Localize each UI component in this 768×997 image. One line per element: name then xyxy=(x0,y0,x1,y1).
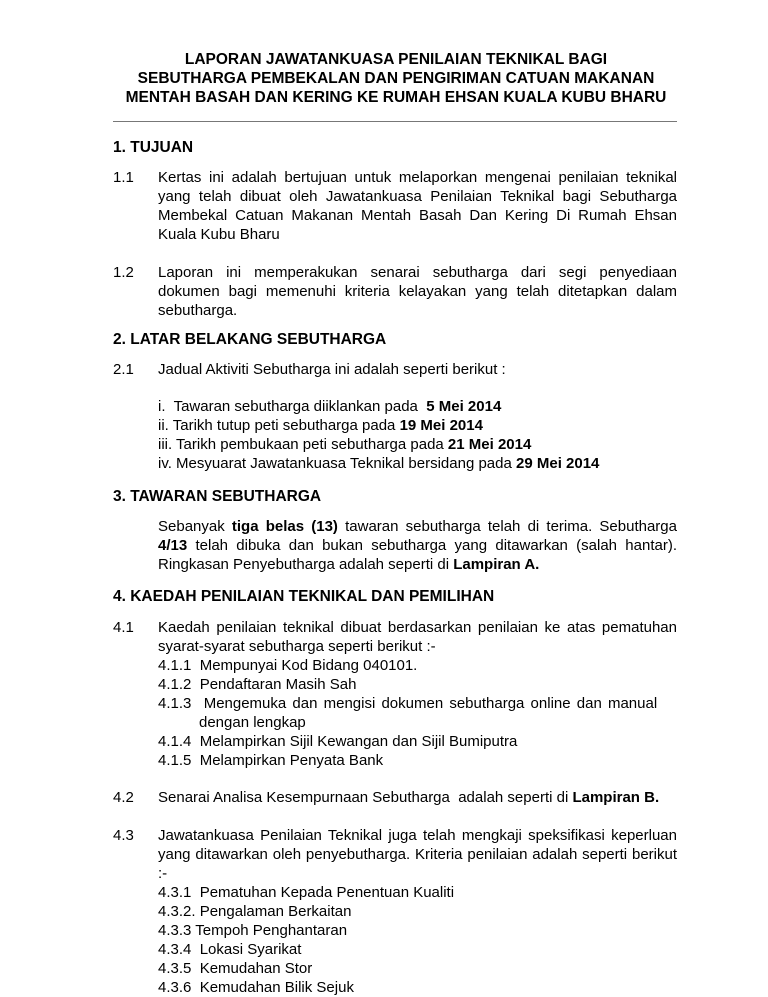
schedule-item: iii. Tarikh pembukaan peti sebutharga pada 21 Mei 2014 xyxy=(158,436,532,453)
list-item: 4.3.1 Pematuhan Kepada Penentuan Kualiti xyxy=(158,884,455,901)
paragraph-4-1 xyxy=(113,618,677,656)
para-number: 2.1 xyxy=(113,361,134,378)
list-item: 4.3.3 Tempoh Penghantaran xyxy=(158,922,348,939)
schedule-item: i. Tawaran sebutharga diiklankan pada 5 Mei 2014 xyxy=(158,398,502,415)
report-title xyxy=(115,50,677,107)
list-item: 4.1.2 Pendaftaran Masih Sah xyxy=(158,676,357,693)
list-item: 4.3.5 Kemudahan Stor xyxy=(158,960,313,977)
section-4-heading: 4. KAEDAH PENILAIAN TEKNIKAL DAN PEMILIHAN xyxy=(113,588,495,605)
para-text: Kaedah penilaian teknikal dibuat berdasarkan penilaian ke atas pematuhan syarat-syarat sebutharga seperti berikut :- xyxy=(158,619,677,655)
paragraph-4-3 xyxy=(113,826,677,883)
para-number: 4.1 xyxy=(113,619,134,636)
schedule-item: ii. Tarikh tutup peti sebutharga pada 19 Mei 2014 xyxy=(158,417,483,434)
para-number: 4.3 xyxy=(113,827,134,844)
title-line-1: LAPORAN JAWATANKUASA PENILAIAN TEKNIKAL BAGI xyxy=(184,51,608,68)
section-1-heading: 1. TUJUAN xyxy=(113,139,194,156)
paragraph-2-1 xyxy=(113,360,677,379)
list-item: 4.3.6 Kemudahan Bilik Sejuk xyxy=(158,979,354,996)
list-item: 4.1.5 Melampirkan Penyata Bank xyxy=(158,752,384,769)
para-number: 1.1 xyxy=(113,169,134,186)
schedule-item: iv. Mesyuarat Jawatankuasa Teknikal bersidang pada 29 Mei 2014 xyxy=(158,455,600,472)
paragraph-3: Sebanyak tiga belas (13) tawaran sebutharga telah di terima. Sebutharga 4/13 telah dibuka dan bukan sebutharga yang ditawarkan (salah hantar). Ringkasan Penyebutharga adalah seperti di Lampiran A. xyxy=(158,518,682,573)
title-line-3: MENTAH BASAH DAN KERING KE RUMAH EHSAN KUALA KUBU BHARU xyxy=(125,89,667,106)
title-line-2: SEBUTHARGA PEMBEKALAN DAN PENGIRIMAN CATUAN MAKANAN xyxy=(137,70,655,87)
para-text: Jawatankuasa Penilaian Teknikal juga telah mengkaji speksifikasi keperluan yang ditawarkan oleh penyebutharga. Kriteria penilaian adalah seperti berikut :- xyxy=(158,827,677,882)
requirements-list xyxy=(113,656,677,770)
list-item: 4.1.4 Melampirkan Sijil Kewangan dan Sijil Bumiputra xyxy=(158,733,518,750)
list-item: 4.3.2. Pengalaman Berkaitan xyxy=(158,903,352,920)
para-number: 4.2 xyxy=(113,789,134,806)
criteria-list xyxy=(113,883,677,997)
title-divider xyxy=(113,121,677,122)
para-text: Laporan ini memperakukan senarai sebutharga dari segi penyediaan dokumen bagi memenuhi kriteria kelayakan yang telah ditetapkan dalam sebutharga. xyxy=(158,264,677,319)
para-text: Senarai Analisa Kesempurnaan Sebutharga adalah seperti di Lampiran B. xyxy=(158,789,660,806)
para-text: Kertas ini adalah bertujuan untuk melaporkan mengenai penilaian teknikal yang telah dibuat oleh Jawatankuasa Penilaian Teknikal bagi Sebutharga Membekal Catuan Makanan Mentah Basah Dan Kering Di Rumah Ehsan Kuala Kubu Bharu xyxy=(158,169,677,243)
para-text: Jadual Aktiviti Sebutharga ini adalah seperti berikut : xyxy=(158,361,506,378)
section-3-heading: 3. TAWARAN SEBUTHARGA xyxy=(113,488,322,505)
list-item: 4.3.4 Lokasi Syarikat xyxy=(158,941,302,958)
schedule-list xyxy=(113,397,677,473)
section-2-heading: 2. LATAR BELAKANG SEBUTHARGA xyxy=(113,331,387,348)
paragraph-1-1 xyxy=(113,168,677,244)
list-item: 4.1.1 Mempunyai Kod Bidang 040101. xyxy=(158,657,418,674)
list-item-continuation: dengan lengkap xyxy=(199,714,306,731)
paragraph-1-2 xyxy=(113,263,677,320)
para-number: 1.2 xyxy=(113,264,134,281)
paragraph-4-2 xyxy=(113,788,677,807)
list-item: 4.1.3 Mengemuka dan mengisi dokumen sebutharga online dan manual xyxy=(158,695,658,712)
